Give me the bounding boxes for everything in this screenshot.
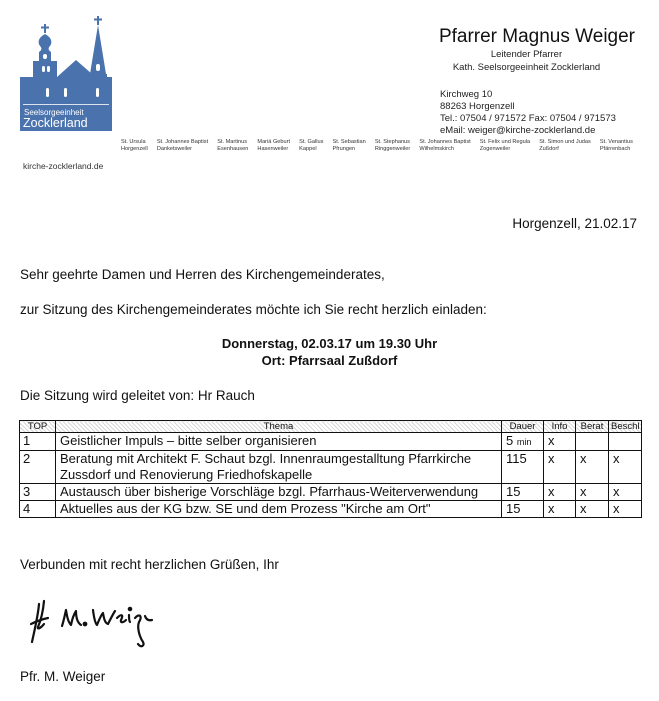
address-street: Kirchweg 10 — [440, 89, 493, 100]
agenda-topic: Beratung mit Architekt F. Schaut bzgl. Innenraumgestalltung Pfarrkirche Zussdorf und Renovierung Friedhofskapelle — [56, 451, 502, 484]
agenda-berat-mark — [576, 433, 609, 451]
parish-item — [332, 139, 365, 153]
address-phone-fax: Tel.: 07504 / 971572 Fax: 07504 / 971573 — [440, 113, 616, 124]
signer-name: Pfr. M. Weiger — [20, 669, 106, 684]
agenda-duration — [502, 484, 544, 501]
parish-church-name: St. Gallus — [299, 139, 324, 145]
agenda-number: 1 — [20, 433, 56, 451]
agenda-berat-mark: x — [576, 451, 609, 484]
parish-item — [419, 139, 470, 153]
parish-place: Esenhausen — [217, 146, 249, 152]
parish-item — [480, 139, 530, 153]
meeting-location: Ort: Pfarrsaal Zußdorf — [261, 353, 398, 368]
parish-place: Hasenweiler — [257, 146, 289, 152]
parish-place: Ringgenweiler — [374, 146, 411, 152]
logo-text-line2: Zocklerland — [23, 116, 88, 130]
parish-item — [217, 139, 248, 153]
intro-paragraph: zur Sitzung des Kirchengemeinderates möchte ich Sie recht herzlich einladen: — [20, 302, 487, 317]
parish-church-name: St. Sebastian — [332, 139, 366, 145]
agenda-berat-mark: x — [576, 501, 609, 518]
agenda-info-mark: x — [544, 451, 576, 484]
parish-place: Kappel — [299, 146, 317, 152]
parish-item — [375, 139, 410, 153]
parish-place: Pfrungen — [332, 146, 356, 152]
salutation: Sehr geehrte Damen und Herren des Kirchengemeinderates, — [20, 267, 385, 282]
church-logo — [20, 16, 112, 131]
parish-item — [539, 139, 591, 153]
agenda-number: 3 — [20, 484, 56, 501]
parish-item — [299, 139, 323, 153]
agenda-table — [19, 420, 642, 518]
agenda-duration — [502, 451, 544, 484]
parish-item — [157, 139, 208, 153]
header-top: TOP — [20, 421, 56, 433]
meeting-datetime: Donnerstag, 02.03.17 um 19.30 Uhr — [221, 336, 438, 351]
parish-church-name: St. Ursula — [121, 139, 146, 145]
closing-line: Verbunden mit recht herzlichen Grüßen, Ihr — [20, 557, 279, 572]
duration-unit: min — [516, 437, 532, 447]
logo-text-line1: Seelsorgeeinheit — [24, 108, 84, 117]
parish-place: Wilhelmskirch — [419, 146, 454, 152]
parish-place: Danketsweiler — [156, 146, 192, 152]
duration-value: 115 — [506, 451, 527, 466]
parish-church-name: St. Johannes Baptist — [419, 139, 471, 145]
parish-church-name: St. Venantius — [599, 139, 633, 145]
agenda-topic: Geistlicher Impuls – bitte selber organisieren — [56, 433, 502, 451]
agenda-topic: Austausch über bisherige Vorschläge bzgl. Pfarrhaus-Weiterverwendung — [56, 484, 502, 501]
header-dauer: Dauer — [502, 421, 544, 433]
header-thema: Thema — [56, 421, 502, 433]
parish-item — [600, 139, 633, 153]
agenda-berat-mark: x — [576, 484, 609, 501]
agenda-topic: Aktuelles aus der KG bzw. SE und dem Prozess "Kirche am Ort" — [56, 501, 502, 518]
parish-item — [121, 139, 148, 153]
agenda-beschl-mark: x — [609, 484, 642, 501]
parish-church-name: St. Stephanus — [374, 139, 410, 145]
sender-organization: Kath. Seelsorgeeinheit Zocklerland — [452, 62, 601, 73]
parish-church-name: Mariä Geburt — [257, 139, 291, 145]
sender-role: Leitender Pfarrer — [490, 49, 563, 60]
header-info: Info — [544, 421, 576, 433]
website-link[interactable]: kirche-zocklerland.de — [23, 161, 104, 171]
agenda-row — [20, 501, 642, 518]
parish-church-name: St. Felix und Regula — [479, 139, 531, 145]
meeting-leader: Die Sitzung wird geleitet von: Hr Rauch — [20, 388, 255, 403]
parish-place: Horgenzell — [121, 146, 148, 152]
parish-church-name: St. Simon und Judas — [539, 139, 591, 145]
parish-church-name: St. Martinus — [217, 139, 248, 145]
duration-value: 15 — [506, 484, 521, 499]
parish-church-name: St. Johannes Baptist — [156, 139, 209, 145]
agenda-row — [20, 484, 642, 501]
agenda-duration — [502, 501, 544, 518]
agenda-row — [20, 451, 642, 484]
agenda-row — [20, 433, 642, 451]
handwritten-signature — [25, 594, 160, 654]
parish-item — [257, 139, 290, 153]
agenda-beschl-mark: x — [609, 501, 642, 518]
address-email[interactable]: eMail: weiger@kirche-zocklerland.de — [440, 125, 596, 136]
sender-name: Pfarrer Magnus Weiger — [438, 26, 635, 47]
agenda-beschl-mark — [609, 433, 642, 451]
parish-place: Zußdorf — [539, 146, 559, 152]
address-city: 88263 Horgenzell — [440, 101, 515, 112]
agenda-info-mark: x — [544, 484, 576, 501]
agenda-info-mark: x — [544, 501, 576, 518]
agenda-beschl-mark: x — [609, 451, 642, 484]
parish-place: Pfärrenbach — [599, 146, 631, 152]
parish-place: Zogenweiler — [479, 146, 511, 152]
church-icon — [20, 16, 112, 131]
duration-value: 15 — [506, 501, 521, 516]
agenda-duration — [502, 433, 544, 451]
agenda-number: 2 — [20, 451, 56, 484]
duration-value: 5 — [506, 433, 514, 448]
agenda-number: 4 — [20, 501, 56, 518]
agenda-header-row — [20, 421, 642, 433]
parish-list — [121, 139, 633, 153]
header-berat: Berat — [576, 421, 609, 433]
agenda-info-mark: x — [544, 433, 576, 451]
letter-date: Horgenzell, 21.02.17 — [512, 216, 637, 231]
header-beschl: Beschl — [609, 421, 642, 433]
